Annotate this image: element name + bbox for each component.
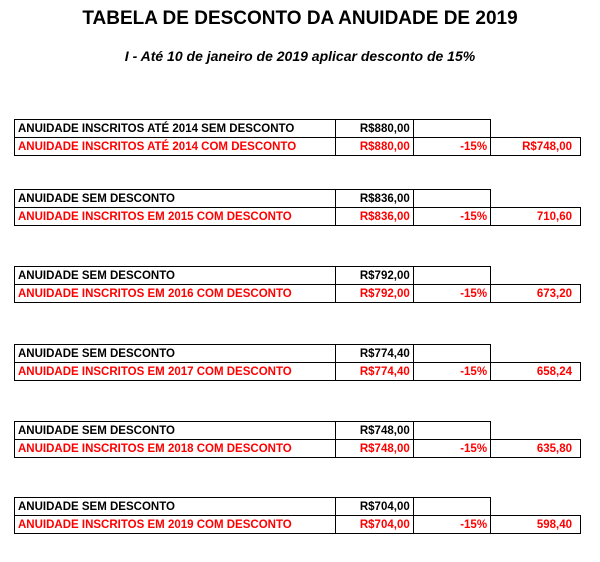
discount-percent: -15% [413, 138, 490, 156]
discount-table-2015 [14, 189, 581, 226]
discounted-value: 658,24 [491, 363, 581, 381]
table-row-discount [15, 440, 581, 458]
empty-cell [491, 267, 581, 285]
discount-table-2019 [14, 497, 581, 534]
discounted-value: 635,80 [491, 440, 581, 458]
blank-cell [413, 345, 490, 363]
discount-label: ANUIDADE INSCRITOS EM 2019 COM DESCONTO [15, 516, 336, 534]
base-label: ANUIDADE INSCRITOS ATÉ 2014 SEM DESCONTO [15, 120, 336, 138]
table-row-discount [15, 138, 581, 156]
base-label: ANUIDADE SEM DESCONTO [15, 345, 336, 363]
page-title: TABELA DE DESCONTO DA ANUIDADE DE 2019 [82, 8, 518, 29]
discounted-value: 598,40 [491, 516, 581, 534]
discount-amount: R$836,00 [336, 208, 413, 226]
blank-cell [413, 267, 490, 285]
empty-cell [491, 345, 581, 363]
base-amount: R$748,00 [336, 422, 413, 440]
discount-amount: R$748,00 [336, 440, 413, 458]
blank-cell [413, 190, 490, 208]
table-row-discount [15, 516, 581, 534]
empty-cell [491, 120, 581, 138]
base-amount: R$792,00 [336, 267, 413, 285]
base-label: ANUIDADE SEM DESCONTO [15, 190, 336, 208]
page-subtitle: I - Até 10 de janeiro de 2019 aplicar desconto de 15% [124, 48, 476, 64]
discount-amount: R$774,40 [336, 363, 413, 381]
table-row-discount [15, 208, 581, 226]
base-label: ANUIDADE SEM DESCONTO [15, 498, 336, 516]
empty-cell [491, 422, 581, 440]
table-row-base [15, 190, 581, 208]
discount-percent: -15% [413, 285, 490, 303]
discount-table-2016 [14, 266, 581, 303]
blank-cell [413, 120, 490, 138]
discount-label: ANUIDADE INSCRITOS EM 2016 COM DESCONTO [15, 285, 336, 303]
table-row-base [15, 345, 581, 363]
blank-cell [413, 422, 490, 440]
discounted-value: R$748,00 [491, 138, 581, 156]
base-label: ANUIDADE SEM DESCONTO [15, 422, 336, 440]
table-row-discount [15, 363, 581, 381]
discount-amount: R$704,00 [336, 516, 413, 534]
discount-percent: -15% [413, 363, 490, 381]
discount-percent: -15% [413, 516, 490, 534]
base-amount: R$704,00 [336, 498, 413, 516]
discount-table-2014 [14, 119, 581, 156]
discount-label: ANUIDADE INSCRITOS EM 2018 COM DESCONTO [15, 440, 336, 458]
blank-cell [413, 498, 490, 516]
discount-amount: R$792,00 [336, 285, 413, 303]
table-row-base [15, 120, 581, 138]
table-row-base [15, 267, 581, 285]
base-amount: R$774,40 [336, 345, 413, 363]
table-row-discount [15, 285, 581, 303]
discount-label: ANUIDADE INSCRITOS ATÉ 2014 COM DESCONTO [15, 138, 336, 156]
discount-percent: -15% [413, 440, 490, 458]
table-row-base [15, 422, 581, 440]
base-amount: R$880,00 [336, 120, 413, 138]
discount-table-2017 [14, 344, 581, 381]
discount-label: ANUIDADE INSCRITOS EM 2017 COM DESCONTO [15, 363, 336, 381]
discount-percent: -15% [413, 208, 490, 226]
discount-label: ANUIDADE INSCRITOS EM 2015 COM DESCONTO [15, 208, 336, 226]
base-amount: R$836,00 [336, 190, 413, 208]
discounted-value: 710,60 [491, 208, 581, 226]
empty-cell [491, 498, 581, 516]
empty-cell [491, 190, 581, 208]
discount-table-2018 [14, 421, 581, 458]
table-row-base [15, 498, 581, 516]
base-label: ANUIDADE SEM DESCONTO [15, 267, 336, 285]
discounted-value: 673,20 [491, 285, 581, 303]
discount-amount: R$880,00 [336, 138, 413, 156]
